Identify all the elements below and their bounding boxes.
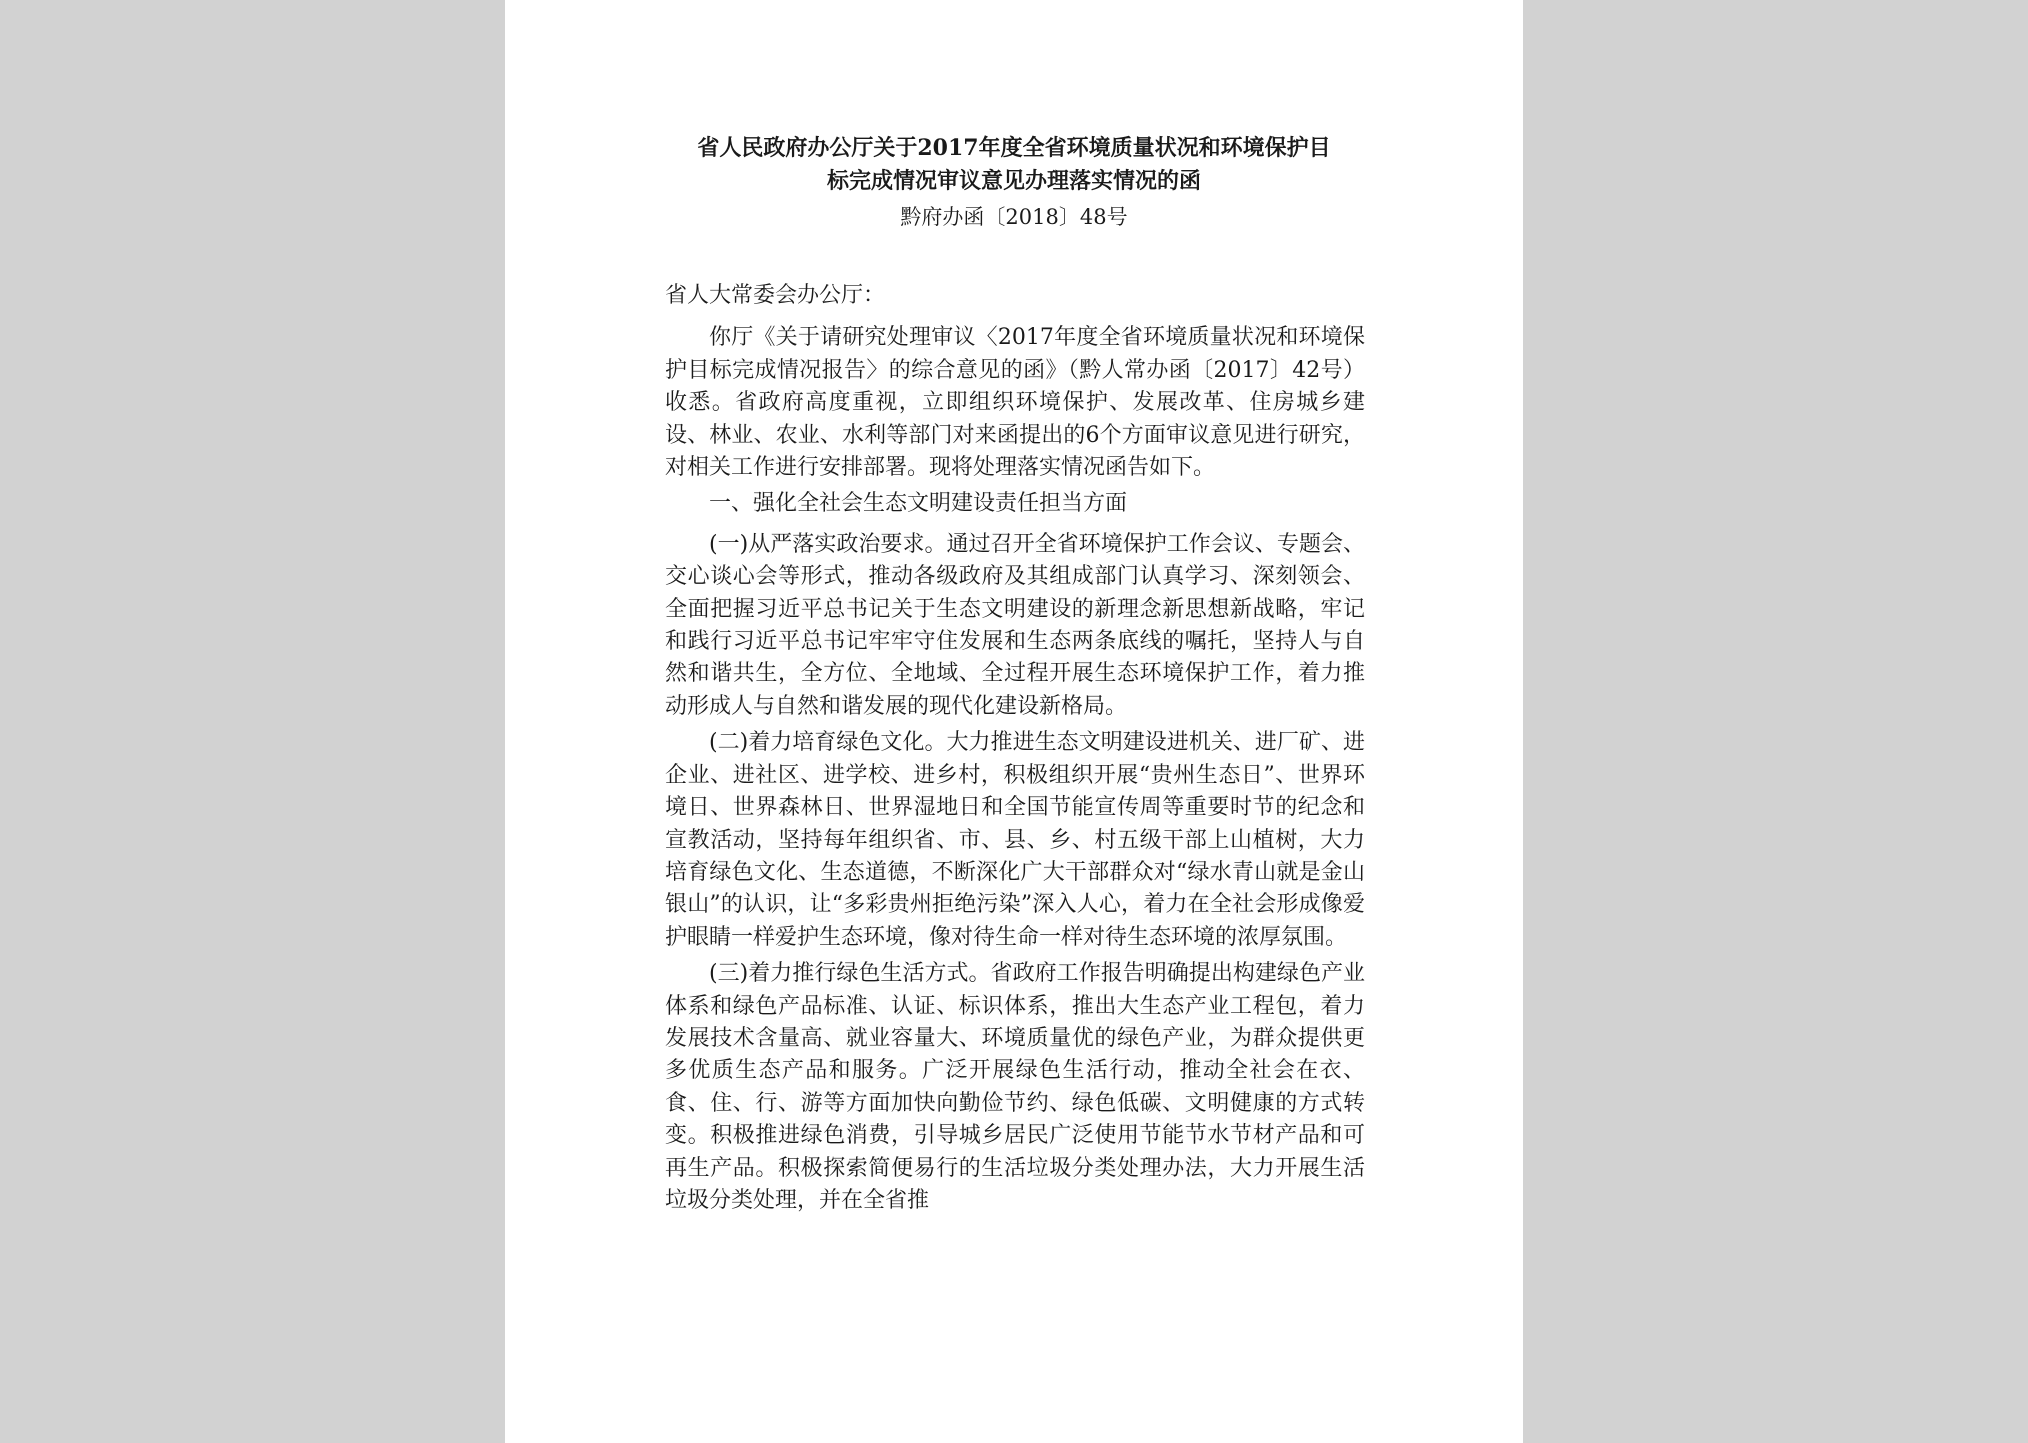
document-page: [505, 0, 1523, 1443]
document-body: [665, 280, 1365, 1221]
salutation: 省人大常委会办公厅：: [665, 283, 886, 308]
item-3-paragraph: (三)着力推行绿色生活方式。省政府工作报告明确提出构建绿色产业体系和绿色产品标准、认证、标识体系，推出大生态产业工程包，着力发展技术含量高、就业容量大、环境质量优的绿色产业，为群众提供更多优质生态产品和服务。广泛开展绿色生活行动，推动全社会在衣、食、住、行、游等方面加快向勤俭节约、绿色低碳、文明健康的方式转变。积极推进绿色消费，引导城乡居民广泛使用节能节水节材产品和可再生产品。积极探索简便易行的生活垃圾分类处理办法，大力开展生活垃圾分类处理，并在全省推: [665, 961, 1365, 1213]
title-line-2: 标完成情况审议意见办理落实情况的函: [826, 168, 1201, 194]
document-title: [665, 132, 1363, 198]
item-1-paragraph: (一)从严落实政治要求。通过召开全省环境保护工作会议、专题会、交心谈心会等形式，推动各级政府及其组成部门认真学习、深刻领会、全面把握习近平总书记关于生态文明建设的新理念新思想新战略，牢记和践行习近平总书记牢牢守住发展和生态两条底线的嘱托，坚持人与自然和谐共生，全方位、全地域、全过程开展生态环境保护工作，着力推动形成人与自然和谐发展的现代化建设新格局。: [665, 531, 1365, 719]
item-2-paragraph: (二)着力培育绿色文化。大力推进生态文明建设进机关、进厂矿、进企业、进社区、进学校、进乡村，积极组织开展“贵州生态日”、世界环境日、世界森林日、世界湿地日和全国节能宣传周等重要时节的纪念和宣教活动，坚持每年组织省、市、县、乡、村五级干部上山植树，大力培育绿色文化、生态道德，不断深化广大干部群众对“绿水青山就是金山银山”的认识，让“多彩贵州拒绝污染”深入人心，着力在全社会形成像爱护眼睛一样爱护生态环境，像对待生命一样对待生态环境的浓厚氛围。: [665, 730, 1365, 950]
title-line-1: 省人民政府办公厅关于2017年度全省环境质量状况和环境保护目: [697, 135, 1331, 161]
document-number: 黔府办函〔2018〕48号: [900, 205, 1128, 229]
intro-paragraph: 你厅《关于请研究处理审议〈2017年度全省环境质量状况和环境保护目标完成情况报告〉的综合意见的函》（黔人常办函〔2017〕42号）收悉。省政府高度重视，立即组织环境保护、发展改革、住房城乡建设、林业、农业、水利等部门对来函提出的6个方面审议意见进行研究，对相关工作进行安排部署。现将处理落实情况函告如下。: [665, 325, 1365, 481]
section-1-heading: 一、强化全社会生态文明建设责任担当方面: [709, 491, 1128, 517]
